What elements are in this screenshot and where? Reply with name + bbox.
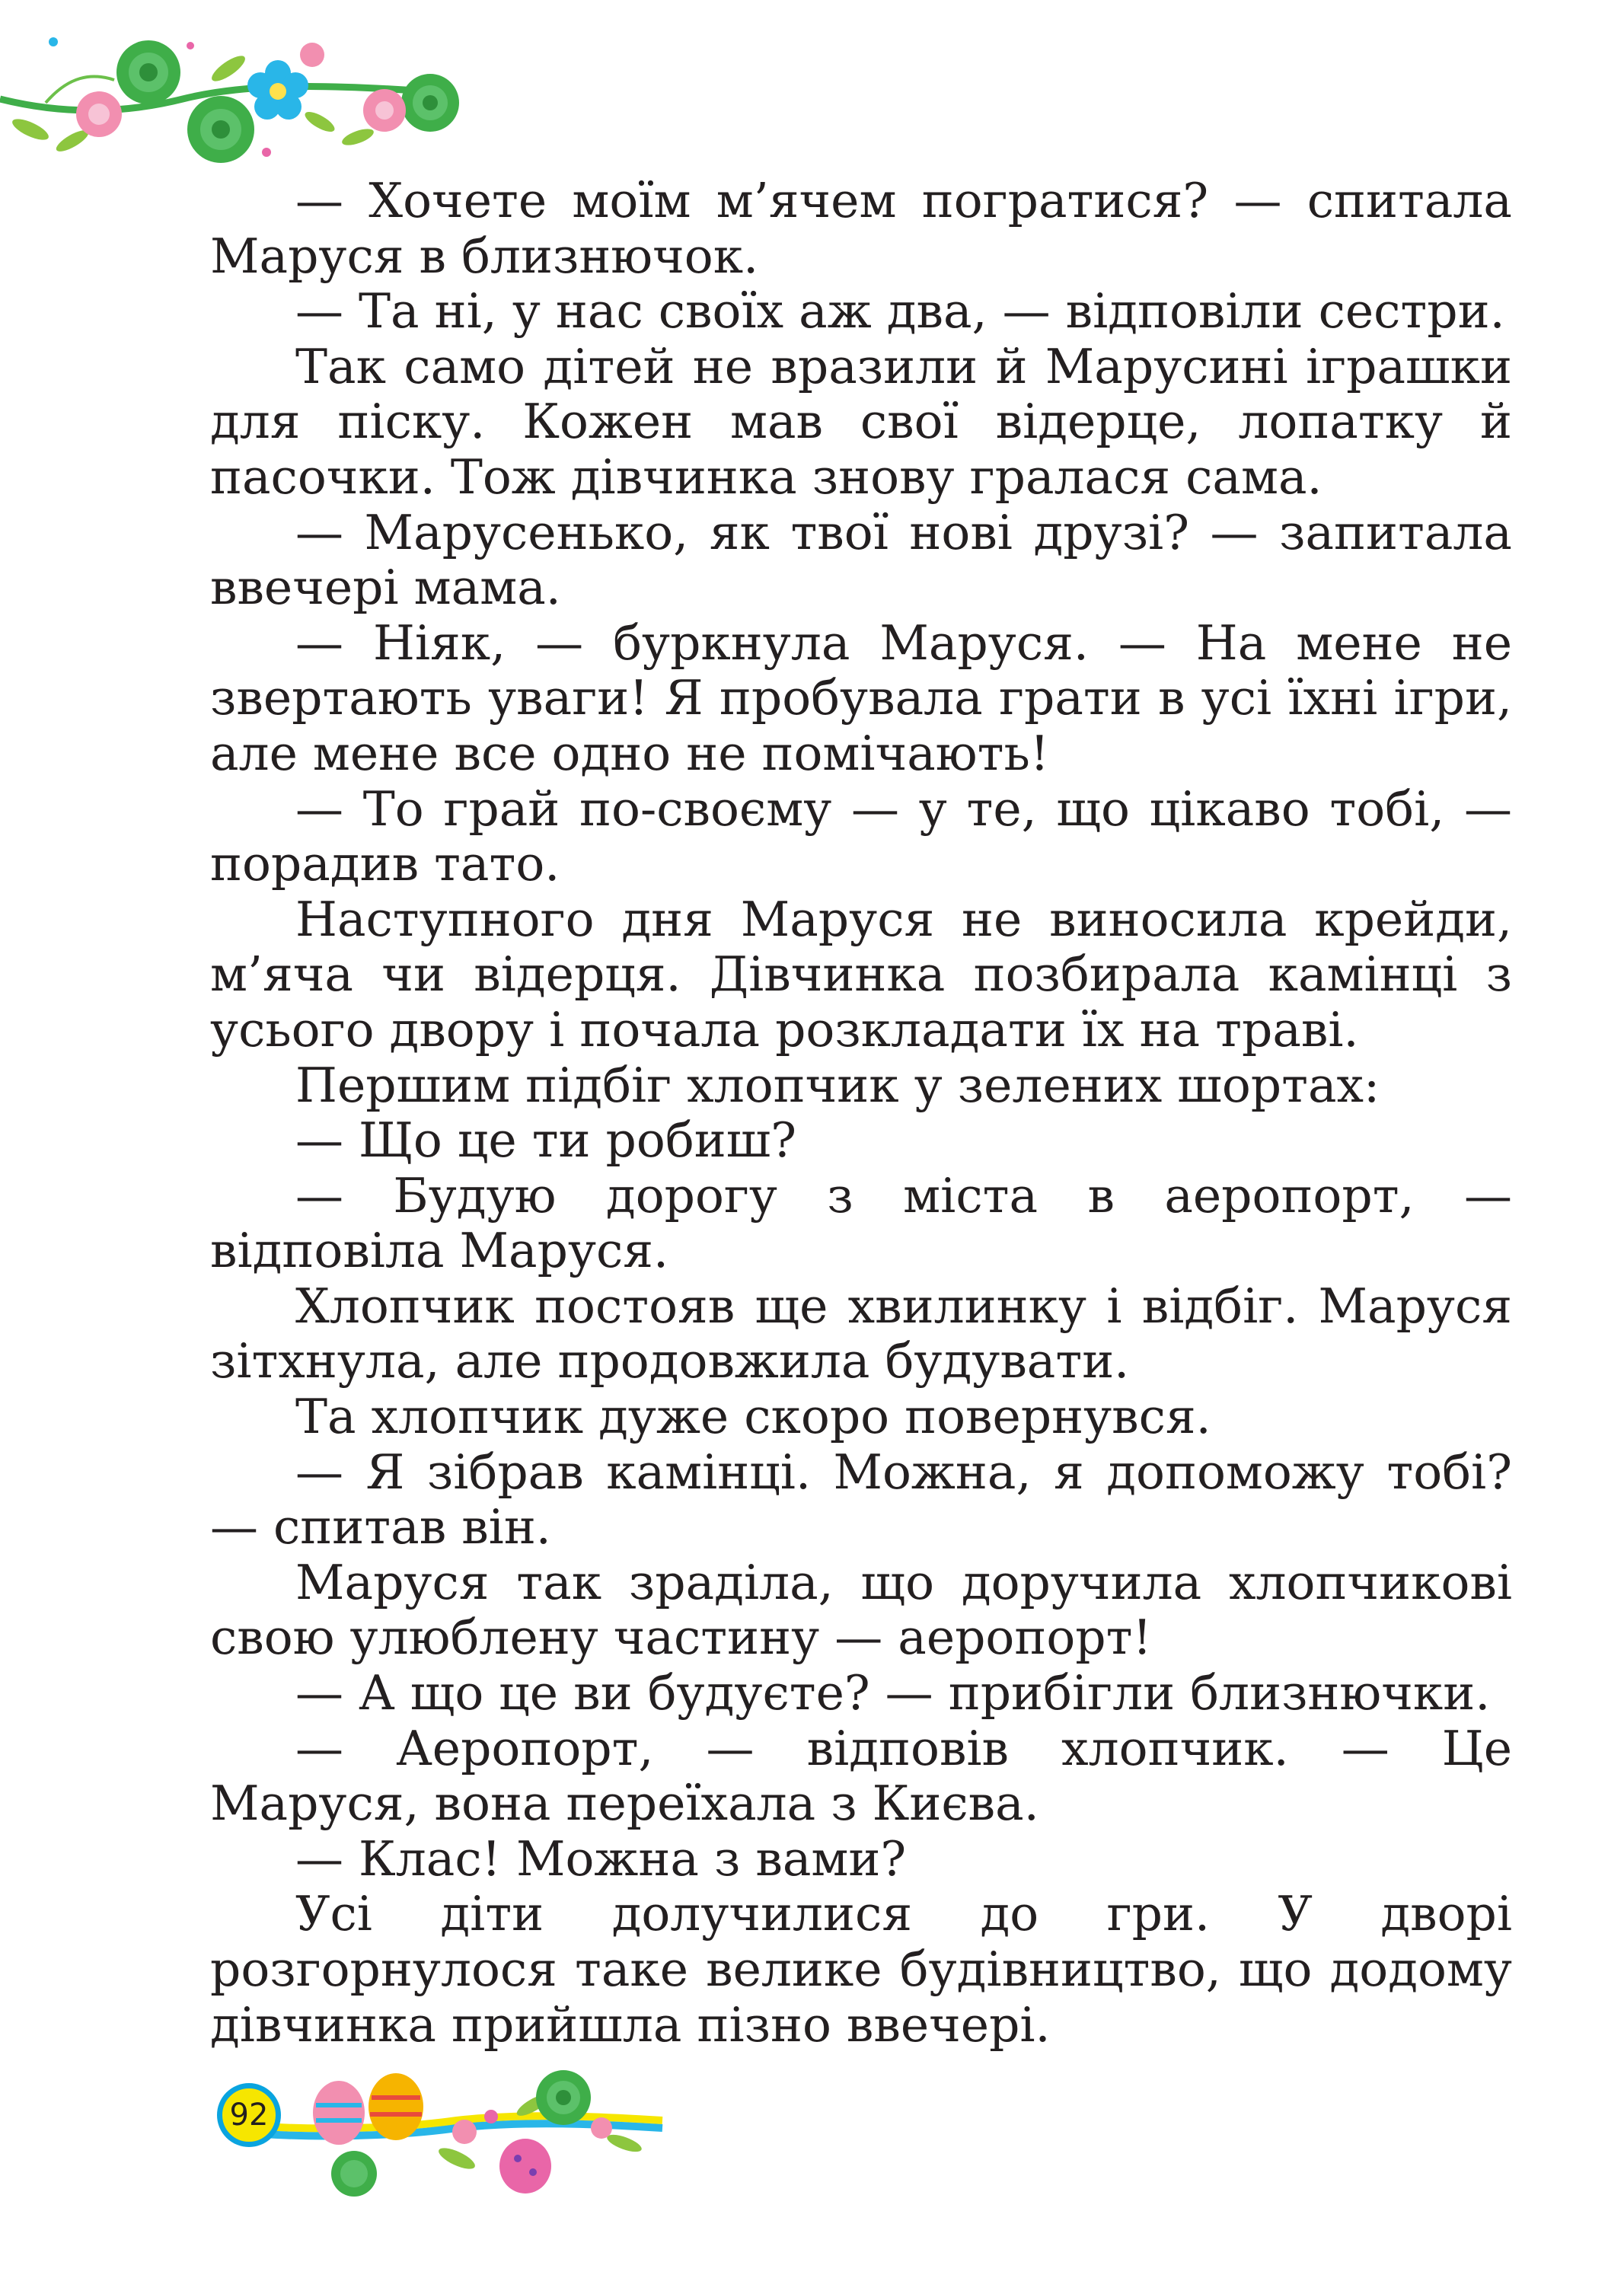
paragraph: — Клас! Можна з вами? bbox=[295, 1830, 907, 1887]
paragraph: — Будую дорогу з міста в аеропорт, — відповіла Маруся. bbox=[210, 1167, 1512, 1279]
paragraph: — А що це ви будуєте? — прибігли близнючки. bbox=[295, 1665, 1491, 1721]
paragraph: — Марусенько, як твої нові друзі? — запитала ввечері мама. bbox=[210, 504, 1512, 616]
paragraph: — Що це ти робиш? bbox=[295, 1112, 797, 1169]
paragraph: — Я зібрав камінці. Можна, я допоможу тобі? — спитав він. bbox=[210, 1444, 1512, 1555]
paragraph: Наступного дня Маруся не виносила крейди, м’яча чи відерця. Дівчинка позбирала камінці з усього двору і почала розкладати їх на траві. bbox=[210, 891, 1512, 1058]
paragraph: — То грай по-своєму — у те, що цікаво тобі, — порадив тато. bbox=[210, 780, 1512, 892]
paragraph: — Хочете моїм м’ячем погратися? — спитала Маруся в близнючок. bbox=[210, 173, 1512, 284]
paragraph: Маруся так зраділа, що доручила хлопчикові свою улюблену частину — аеропорт! bbox=[210, 1554, 1512, 1666]
flower-vine-top-icon bbox=[0, 0, 472, 183]
paragraph: Так само дітей не вразили й Марусині іграшки для піску. Кожен мав свої відерце, лопатку й пасочки. Тож дівчинка знову гралася сама. bbox=[210, 338, 1512, 505]
paragraph: — Аеропорт, — відповів хлопчик. — Це Маруся, вона переїхала з Києва. bbox=[210, 1720, 1512, 1832]
paragraph: Усі діти долучилися до гри. У дворі розгорнулося таке велике будівництво, що додому дівчинка прийшла пізно ввечері. bbox=[210, 1886, 1512, 2053]
paragraph: — Та ні, у нас своїх аж два, — відповіли сестри. bbox=[295, 283, 1505, 340]
page-number: 92 bbox=[217, 2083, 281, 2147]
paragraph: Та хлопчик дуже скоро повернувся. bbox=[295, 1389, 1211, 1445]
paragraph: Першим підбіг хлопчик у зелених шортах: bbox=[295, 1057, 1380, 1113]
story-text bbox=[210, 174, 1512, 2053]
paragraph: Хлопчик постояв ще хвилинку і відбіг. Маруся зітхнула, але продовжила будувати. bbox=[210, 1278, 1512, 1389]
paragraph: — Ніяк, — буркнула Маруся. — На мене не звертають уваги! Я пробувала грати в усі їхні ігри, але мене все одно не помічають! bbox=[210, 614, 1512, 781]
